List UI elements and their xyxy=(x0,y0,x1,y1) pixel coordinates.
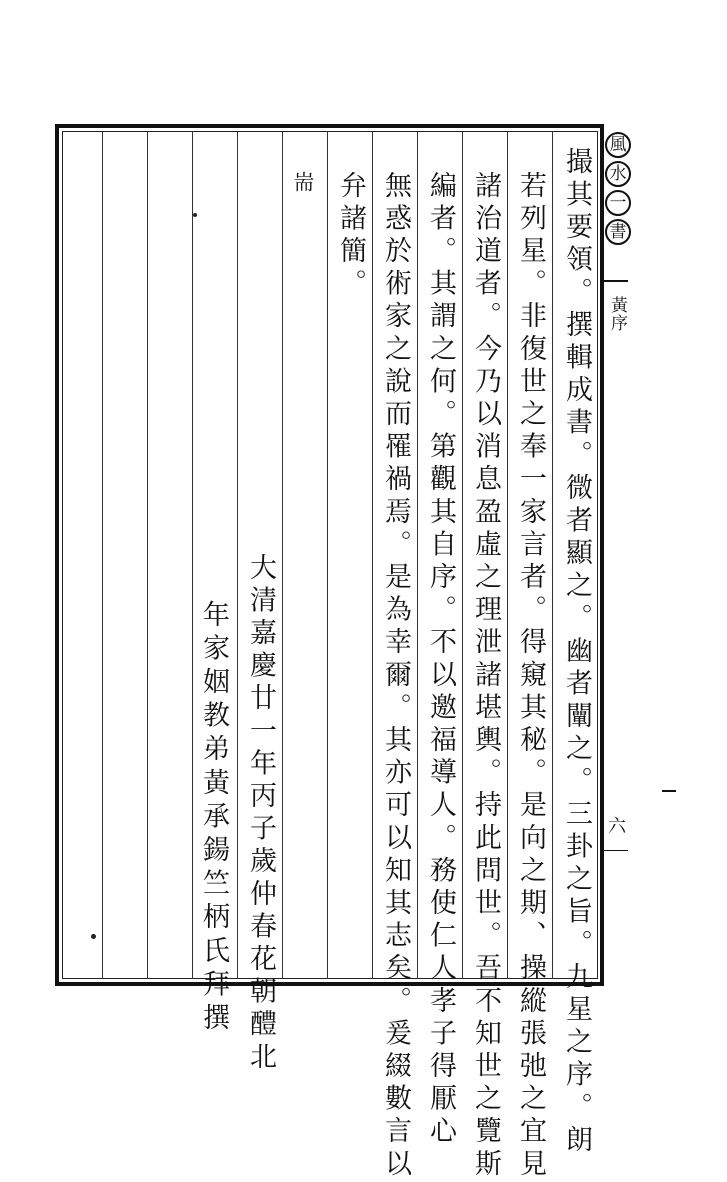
column-rule xyxy=(372,131,373,979)
scan-speck xyxy=(193,213,197,217)
signature-line: 年家姻教弟黃承鍚竺柄氏拜撰 xyxy=(198,600,229,1037)
book-title-char: 水 xyxy=(605,161,631,187)
book-title-char: 風 xyxy=(605,132,631,158)
text-column-7: 耑 xyxy=(291,171,315,198)
text-column-4: 編者。其謂之何。第觀其自序。不以邀福導人。務使仁人孝子得厭心 xyxy=(425,171,456,1149)
text-column-1: 撮其要領。撰輯成書。微者顯之。幽者闡之。三卦之旨。九星之序。朗 xyxy=(561,147,592,1158)
column-rule xyxy=(417,131,418,979)
scan-speck xyxy=(91,934,96,939)
book-title xyxy=(604,132,632,248)
column-rule xyxy=(192,131,193,979)
margin-divider xyxy=(604,850,628,851)
book-title-char: 一 xyxy=(605,190,631,216)
column-rule xyxy=(552,131,553,979)
column-rule xyxy=(282,131,283,979)
date-line: 大清嘉慶廿一年丙子歲仲春花朝醴北 xyxy=(245,553,276,1075)
column-rule xyxy=(237,131,238,979)
text-column-3: 諸治道者。今乃以消息盈虛之理泄諸堪輿。持此問世。吾不知世之覽斯 xyxy=(470,171,501,1182)
scan-mark xyxy=(662,790,676,792)
text-column-2: 若列星。非復世之奉一家言者。得窺其秘。是向之期、操縱張弛之宜見 xyxy=(515,171,546,1182)
page-number: 六 xyxy=(608,816,626,837)
column-rule xyxy=(102,131,103,979)
book-title-char: 書 xyxy=(605,219,631,245)
text-column-6: 弁諸簡。 xyxy=(335,171,366,302)
column-rule xyxy=(507,131,508,979)
column-rule xyxy=(462,131,463,979)
text-column-5: 無惑於術家之說而罹禍焉。是為幸爾。其亦可以知其志矣。爰綴數言以 xyxy=(380,171,411,1182)
column-rule xyxy=(147,131,148,979)
margin-divider xyxy=(604,280,628,282)
section-label: 黃序 xyxy=(607,296,627,332)
column-rule xyxy=(327,131,328,979)
